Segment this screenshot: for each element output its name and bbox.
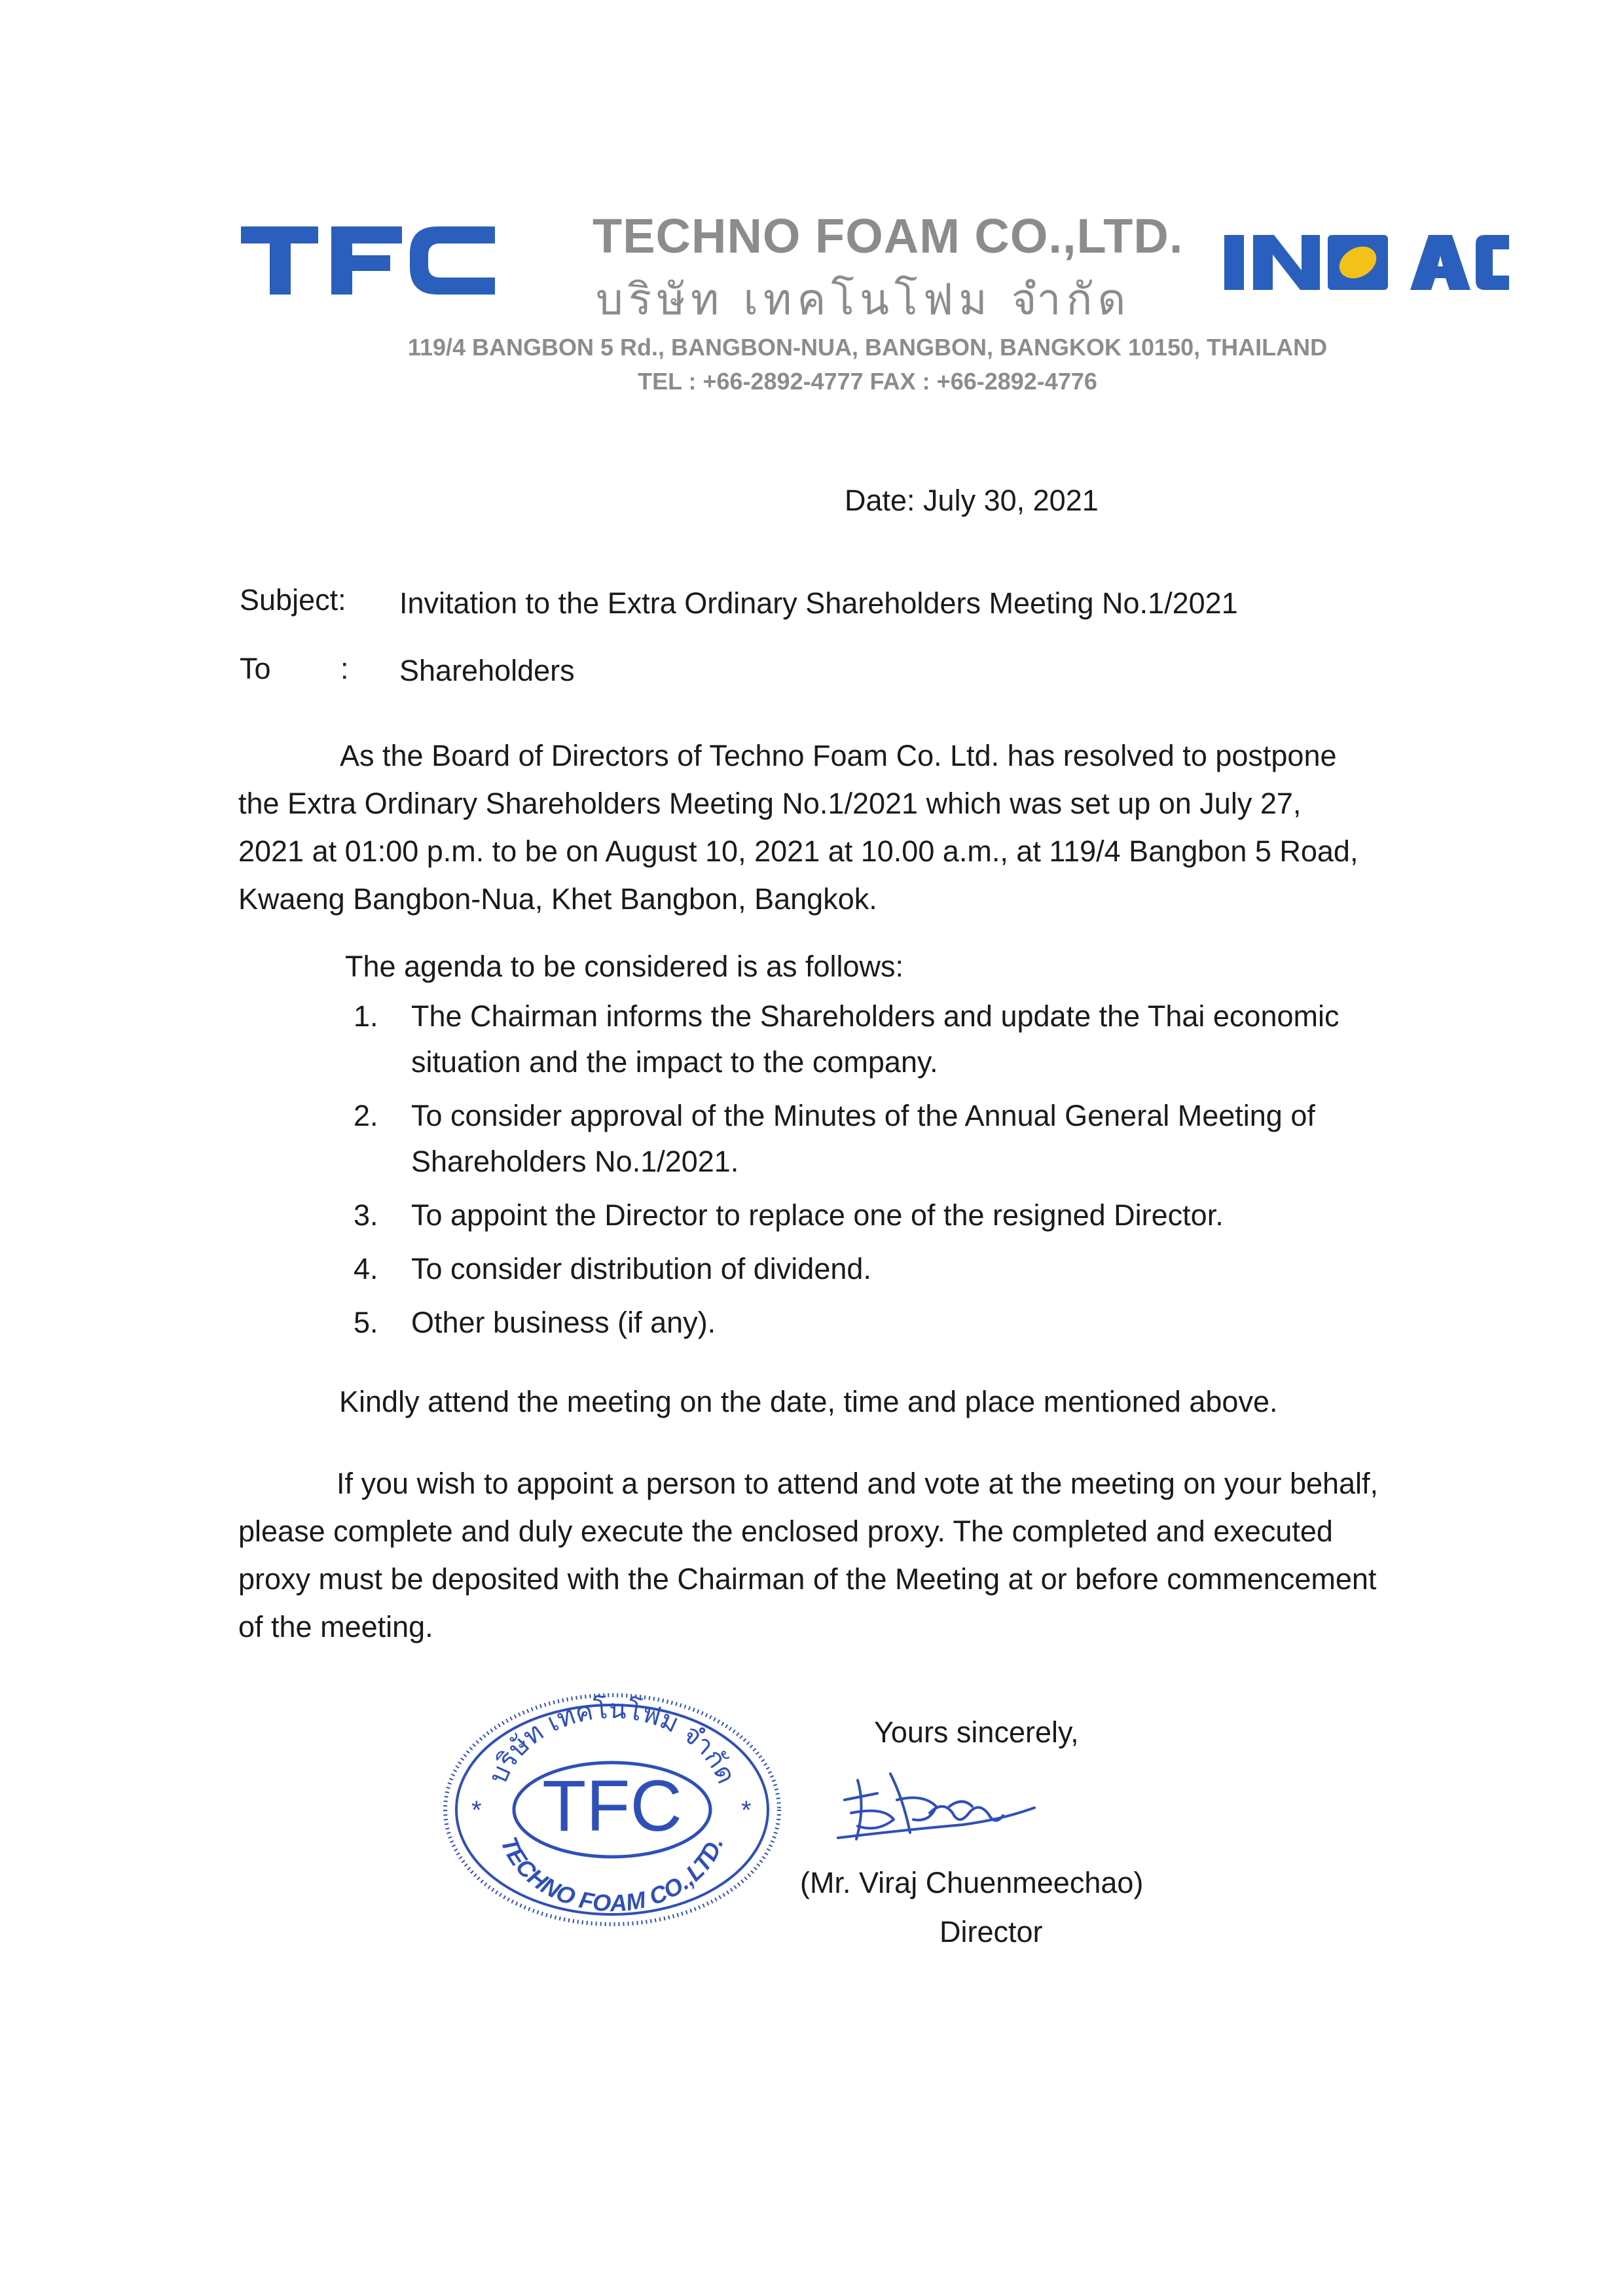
paragraph-line: Kwaeng Bangbon-Nua, Khet Bangbon, Bangkok.: [238, 882, 877, 916]
paragraph-proxy: [238, 1460, 1417, 1651]
paragraph-line: the Extra Ordinary Shareholders Meeting No.1/2021 which was set up on July 27,: [238, 787, 1302, 820]
stamp-star-icon: *: [471, 1796, 482, 1825]
recipient: Shareholders: [399, 654, 575, 687]
paragraph-line: If you wish to appoint a person to attend and vote at the meeting on your behalf,: [337, 1467, 1379, 1500]
handwritten-signature: [831, 1761, 1041, 1859]
paragraph-line: proxy must be deposited with the Chairman of the Meeting at or before commencement: [238, 1562, 1377, 1596]
to-label: To: [240, 652, 271, 685]
to-colon: :: [340, 652, 349, 685]
agenda-text: To consider approval of the Minutes of the Annual General Meeting of Shareholders No.1/2021.: [411, 1099, 1315, 1178]
tfc-logo: [241, 221, 496, 300]
signatory-name: (Mr. Viraj Chuenmeechao): [800, 1866, 1144, 1899]
company-contact: TEL : +66-2892-4777 FAX : +66-2892-4776: [638, 368, 1097, 395]
agenda-item: [354, 994, 1467, 1085]
agenda-number: 3.: [354, 1198, 378, 1232]
agenda-list: [354, 994, 1467, 1354]
agenda-text: To consider distribution of dividend.: [411, 1252, 871, 1285]
paragraph-postponement: [238, 732, 1417, 923]
agenda-text: To appoint the Director to replace one of the resigned Director.: [411, 1198, 1224, 1232]
company-stamp: [439, 1685, 786, 1934]
paragraph-line: 2021 at 01:00 p.m. to be on August 10, 2021 at 10.00 a.m., at 119/4 Bangbon 5 Road,: [238, 834, 1359, 868]
company-name-th: บริษัท เทคโนโฟม จำกัด: [596, 274, 1131, 325]
signatory-role: Director: [939, 1915, 1043, 1948]
stamp-center-text: TFC: [542, 1766, 682, 1846]
agenda-text: Other business (if any).: [411, 1306, 716, 1339]
agenda-number: 2.: [354, 1099, 378, 1132]
valediction: Yours sincerely,: [874, 1715, 1079, 1749]
subject-text: Invitation to the Extra Ordinary Shareholders Meeting No.1/2021: [399, 586, 1238, 620]
letter-date: Date: July 30, 2021: [845, 484, 1099, 517]
agenda-item: [354, 1246, 1467, 1292]
agenda-text: The Chairman informs the Shareholders and update the Thai economic situation and the impact to the company.: [411, 999, 1340, 1079]
company-address: 119/4 BANGBON 5 Rd., BANGBON-NUA, BANGBON, BANGKOK 10150, THAILAND: [407, 334, 1328, 361]
stamp-star-icon: *: [741, 1796, 752, 1825]
stamp-top-text: บริษัท เทคโนโฟม จำกัด: [483, 1694, 742, 1789]
stamp-bottom-text: TECHNO FOAM CO.,LTD.: [495, 1833, 729, 1917]
closing-request: Kindly attend the meeting on the date, time and place mentioned above.: [339, 1385, 1278, 1418]
agenda-item: [354, 1093, 1467, 1185]
agenda-number: 5.: [354, 1306, 378, 1339]
agenda-number: 4.: [354, 1252, 378, 1285]
agenda-intro: The agenda to be considered is as follows:: [345, 950, 904, 983]
paragraph-line: As the Board of Directors of Techno Foam Co. Ltd. has resolved to postpone: [340, 739, 1337, 772]
agenda-item: [354, 1193, 1467, 1238]
subject-label: Subject:: [240, 583, 346, 617]
company-name-en: TECHNO FOAM CO.,LTD.: [593, 209, 1184, 263]
paragraph-line: please complete and duly execute the enclosed proxy. The completed and executed: [238, 1515, 1333, 1548]
agenda-item: [354, 1300, 1467, 1346]
agenda-number: 1.: [354, 999, 378, 1033]
paragraph-line: of the meeting.: [238, 1610, 433, 1643]
inoac-logo: [1224, 232, 1509, 293]
